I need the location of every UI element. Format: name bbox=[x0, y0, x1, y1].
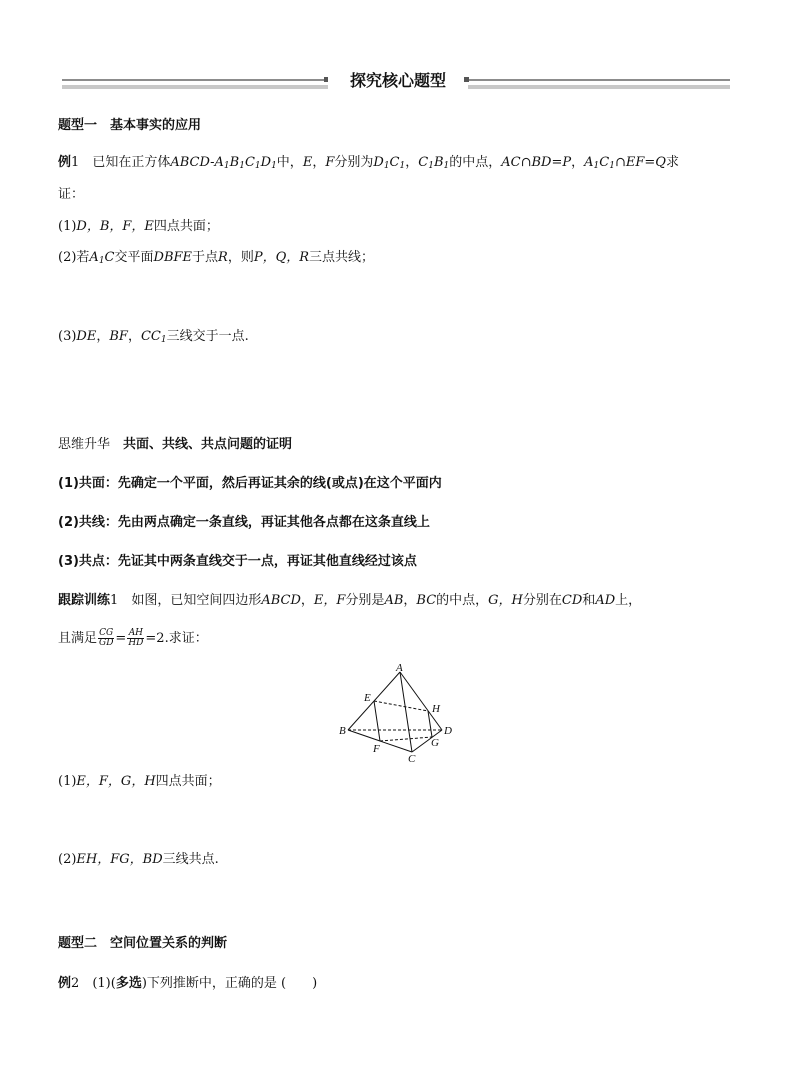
part-number: (2) bbox=[58, 852, 77, 867]
fraction-denominator: HD bbox=[128, 638, 144, 648]
point-name: R bbox=[218, 250, 228, 265]
example2-text: (1)( bbox=[92, 976, 116, 991]
practice-text: 上， bbox=[615, 593, 642, 608]
plane-name: DBFE bbox=[153, 250, 193, 265]
section1-title: 题型一 基本事实的应用 bbox=[58, 118, 202, 133]
practice-text: 的中点， bbox=[436, 593, 489, 608]
part-text: 于点 bbox=[192, 250, 219, 265]
label-c: C bbox=[408, 753, 416, 765]
example2-text: )下列推断中，正确的是 ( ) bbox=[141, 976, 318, 991]
summary-item-1: (1)共面：先确定一个平面，然后再证其余的线(或点)在这个平面内 bbox=[58, 476, 442, 491]
part-number: (3) bbox=[58, 329, 77, 344]
summary-item-3: (3)共点：先证其中两条直线交于一点，再证其他直线经过该点 bbox=[58, 554, 417, 569]
summary-title bbox=[58, 436, 292, 454]
part-text: 交平面 bbox=[114, 250, 154, 265]
part-text: ，则 bbox=[227, 250, 254, 265]
tetrahedron-figure bbox=[338, 662, 458, 766]
label-b: B bbox=[339, 725, 346, 737]
segment-eh-hidden bbox=[374, 701, 428, 711]
points-list: E，F bbox=[313, 593, 346, 608]
section-header-banner bbox=[62, 70, 730, 96]
example1-part1 bbox=[58, 218, 219, 236]
segment-name: BC bbox=[416, 593, 437, 608]
part-text: 三线共点. bbox=[162, 852, 219, 867]
example2-line1 bbox=[58, 975, 317, 993]
fraction-ah-hd bbox=[127, 629, 144, 648]
fraction-denominator: GD bbox=[99, 638, 114, 648]
example2-label: 例 bbox=[58, 976, 72, 991]
practice1-line1 bbox=[58, 592, 641, 610]
example1-part2: (2)若$A_1C$交平面DBFE于点R，则P，Q，R三点共线； bbox=[58, 250, 375, 266]
example1-label: 例 bbox=[58, 155, 72, 170]
example1-text: 分别为 bbox=[334, 155, 374, 170]
example1-line1: 例1 已知在正方体ABCD-$A_1B_1C_1D_1$中，E，F分别为$D_1C_1$，$C_1B_1$的中点，AC∩BD=P，$A_1C_1\cap EF=Q$求 bbox=[58, 155, 679, 171]
practice1-part1 bbox=[58, 773, 221, 791]
equals-sign: = bbox=[115, 631, 127, 646]
fraction-numerator: AH bbox=[128, 628, 144, 638]
label-h: H bbox=[432, 703, 440, 715]
label-e: E bbox=[364, 692, 371, 704]
example1-text: 求 bbox=[665, 155, 679, 170]
header-bullet-right bbox=[464, 77, 469, 82]
practice-text: ， bbox=[300, 593, 314, 608]
label-a: A bbox=[396, 662, 403, 674]
example1-text: 的中点， bbox=[449, 155, 502, 170]
fraction-cg-gd bbox=[98, 629, 114, 648]
part-number: (2)若 bbox=[58, 250, 90, 265]
lines-list: EH，FG，BD bbox=[76, 852, 163, 867]
label-f: F bbox=[373, 743, 380, 755]
quad-name: ABCD bbox=[261, 593, 301, 608]
segment-name: AB bbox=[384, 593, 404, 608]
summary-heading: 共面、共线、共点问题的证明 bbox=[123, 437, 293, 452]
practice-text: =2.求证： bbox=[145, 631, 208, 646]
segment-name: CD bbox=[561, 593, 583, 608]
points-list: G，H bbox=[488, 593, 523, 608]
example1-text: 已知在正方体 bbox=[92, 155, 171, 170]
header-title: 探究核心题型 bbox=[328, 70, 468, 92]
points-list: P，Q，R bbox=[253, 250, 310, 265]
edge-ac bbox=[400, 672, 412, 752]
edge-ad bbox=[400, 672, 442, 730]
example1-number: 1 bbox=[71, 155, 80, 170]
part-text: 四点共面； bbox=[153, 219, 219, 234]
example1-part3: (3)DE，BF，$CC_1$三线交于一点. bbox=[58, 329, 249, 345]
practice1-label: 跟踪训练 bbox=[58, 593, 111, 608]
practice-text: 如图，已知空间四边形 bbox=[131, 593, 262, 608]
example1-text: 中， bbox=[276, 155, 303, 170]
multi-choice-tag: 多选 bbox=[115, 976, 142, 991]
example2-number: 2 bbox=[71, 976, 80, 991]
summary-item-2: (2)共线：先由两点确定一条直线，再证其他各点都在这条直线上 bbox=[58, 515, 430, 530]
practice-text: 和 bbox=[582, 593, 596, 608]
fraction-numerator: CG bbox=[99, 628, 114, 638]
label-g: G bbox=[431, 737, 439, 749]
practice1-part2 bbox=[58, 851, 219, 869]
practice-text: 分别在 bbox=[522, 593, 562, 608]
part-number: (1) bbox=[58, 774, 77, 789]
segment-name: AD bbox=[595, 593, 616, 608]
section2-title: 题型二 空间位置关系的判断 bbox=[58, 936, 228, 951]
part-text: 三线交于一点. bbox=[166, 329, 249, 344]
part-text: 四点共面； bbox=[155, 774, 221, 789]
practice1-line2 bbox=[58, 627, 208, 651]
example1-line2: 证： bbox=[58, 187, 85, 202]
practice-text: 分别是 bbox=[345, 593, 385, 608]
points-list: E，F，G，H bbox=[76, 774, 156, 789]
part-number: (1) bbox=[58, 219, 77, 234]
summary-label: 思维升华 bbox=[58, 437, 111, 452]
practice1-number: 1 bbox=[110, 593, 119, 608]
practice-text: 且满足 bbox=[58, 631, 98, 646]
part-text: 三点共线； bbox=[309, 250, 375, 265]
points-list: D，B，F，E bbox=[76, 219, 154, 234]
practice-text: ， bbox=[403, 593, 417, 608]
segment-ef bbox=[374, 701, 380, 741]
segment-fg-hidden bbox=[380, 737, 432, 741]
label-d: D bbox=[444, 725, 452, 737]
